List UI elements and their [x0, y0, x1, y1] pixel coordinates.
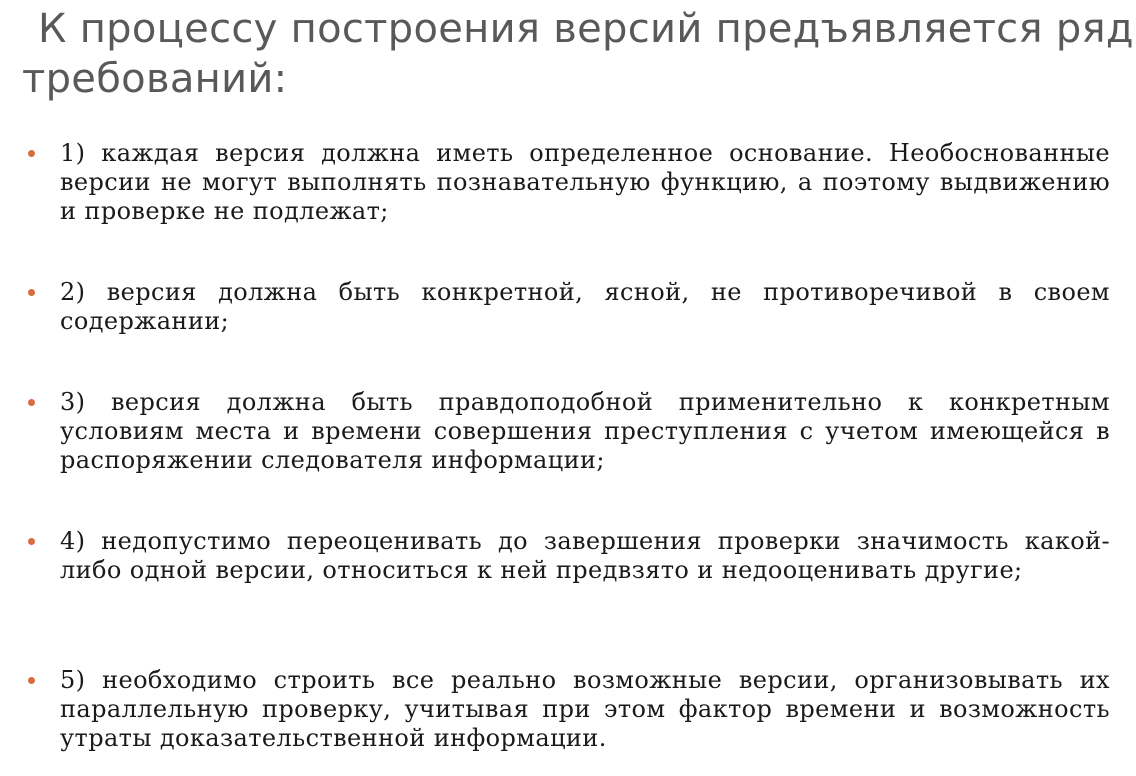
bullet-dot-icon — [28, 150, 35, 157]
requirement-item-5 — [28, 666, 1110, 753]
slide-title-line-1: К процессу построения версий предъявляется ряд — [38, 6, 1134, 52]
requirement-item-3 — [28, 388, 1110, 475]
slide-title — [22, 4, 1134, 104]
requirement-text-5: 5) необходимо строить все реально возможные версии, организовывать их параллельную проверку, учитывая при этом фактор времени и возможность утраты доказательственной информации. — [60, 666, 1110, 752]
bullet-dot-icon — [28, 538, 35, 545]
bullet-dot-icon — [28, 677, 35, 684]
requirement-text-1: 1) каждая версия должна иметь определенное основание. Необоснованные версии не могут выполнять познавательную функцию, а поэтому выдвижению и проверке не подлежат; — [60, 139, 1110, 225]
slide-title-line-2: требований: — [22, 56, 288, 102]
requirement-item-4 — [28, 527, 1110, 585]
requirement-item-2 — [28, 278, 1110, 336]
bullet-dot-icon — [28, 289, 35, 296]
requirement-text-2: 2) версия должна быть конкретной, ясной, не противоречивой в своем содержании; — [60, 278, 1110, 335]
bullet-dot-icon — [28, 399, 35, 406]
requirement-text-4: 4) недопустимо переоценивать до завершения проверки значимость какой-либо одной версии, относиться к ней предвзято и недооценивать другие; — [60, 527, 1110, 584]
requirement-item-1 — [28, 139, 1110, 226]
requirement-text-3: 3) версия должна быть правдоподобной применительно к конкретным условиям места и времени совершения преступления с учетом имеющейся в распоряжении следователя информации; — [60, 388, 1110, 474]
